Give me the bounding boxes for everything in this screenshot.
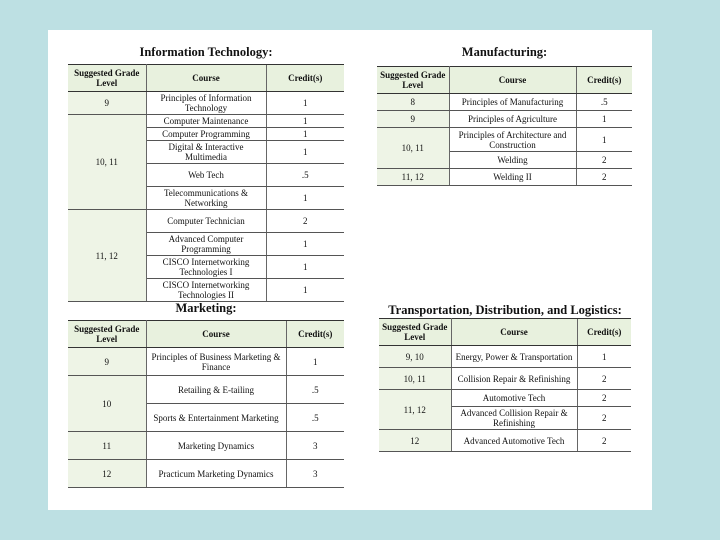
credit-cell: 3 [286,432,344,460]
course-cell: Sports & Entertainment Marketing [146,404,286,432]
section-manufacturing [377,44,632,186]
course-table [68,64,344,302]
credit-cell: 1 [286,348,344,376]
course-cell: Advanced Automotive Tech [451,430,577,452]
header-course: Course [449,67,576,94]
header-credits: Credit(s) [286,321,344,348]
grade-level-cell: 9 [68,348,146,376]
table-row [379,346,631,368]
grade-level-cell: 10 [68,376,146,432]
header-course: Course [451,319,577,346]
table-row [68,348,344,376]
grade-level-cell: 11, 12 [377,169,449,186]
credit-cell: 1 [266,233,344,256]
credit-cell: 1 [576,128,632,152]
course-cell: Welding [449,152,576,169]
table-row [379,390,631,407]
table-row [377,111,632,128]
grade-level-cell: 12 [379,430,451,452]
course-cell: Principles of Agriculture [449,111,576,128]
table-row [68,92,344,115]
course-cell: Advanced Computer Programming [146,233,266,256]
table-row [377,94,632,111]
grade-level-cell: 12 [68,460,146,488]
table-row [379,430,631,452]
credit-cell: 1 [266,141,344,164]
credit-cell: .5 [286,404,344,432]
table-row [68,460,344,488]
course-cell: Principles of Business Marketing & Finance [146,348,286,376]
course-cell: Collision Repair & Refinishing [451,368,577,390]
course-table [379,318,631,452]
table-row [377,128,632,152]
header-grade-level: Suggested Grade Level [379,319,451,346]
credit-cell: .5 [576,94,632,111]
course-cell: Telecommunications & Networking [146,187,266,210]
header-grade-level: Suggested Grade Level [377,67,449,94]
section-title: Manufacturing: [461,45,548,59]
grade-level-cell: 10, 11 [377,128,449,169]
grade-level-cell: 9 [377,111,449,128]
table-header-row [68,321,344,348]
credit-cell: 1 [266,256,344,279]
grade-level-cell: 11, 12 [379,390,451,430]
credit-cell: 2 [577,368,631,390]
credit-cell: 2 [576,152,632,169]
table-row [377,169,632,186]
grade-level-cell: 11, 12 [68,210,146,302]
header-grade-level: Suggested Grade Level [68,321,146,348]
credit-cell: 2 [576,169,632,186]
course-cell: Retailing & E-tailing [146,376,286,404]
section-title: Transportation, Distribution, and Logistics: [388,303,622,317]
header-credits: Credit(s) [577,319,631,346]
credit-cell: 1 [266,187,344,210]
header-credits: Credit(s) [576,67,632,94]
course-cell: Principles of Information Technology [146,92,266,115]
course-cell: Marketing Dynamics [146,432,286,460]
credit-cell: 1 [576,111,632,128]
course-cell: Computer Technician [146,210,266,233]
credit-cell: 1 [266,279,344,302]
grade-level-cell: 9, 10 [379,346,451,368]
course-cell: Principles of Manufacturing [449,94,576,111]
section-title: Marketing: [175,301,237,315]
table-header-row [377,67,632,94]
course-cell: CISCO Internetworking Technologies I [146,256,266,279]
credit-cell: 2 [266,210,344,233]
header-credits: Credit(s) [266,65,344,92]
credit-cell: 2 [577,407,631,430]
credit-cell: 1 [266,115,344,128]
section-transportation [379,302,631,452]
course-cell: CISCO Internetworking Technologies II [146,279,266,302]
course-table [377,66,632,186]
course-table [68,320,344,488]
course-cell: Principles of Architecture and Construction [449,128,576,152]
course-cell: Welding II [449,169,576,186]
section-information-technology [68,44,344,302]
table-row [68,210,344,233]
header-course: Course [146,65,266,92]
course-cell: Digital & Interactive Multimedia [146,141,266,164]
course-cell: Computer Maintenance [146,115,266,128]
table-header-row [379,319,631,346]
header-grade-level: Suggested Grade Level [68,65,146,92]
grade-level-cell: 10, 11 [379,368,451,390]
credit-cell: .5 [286,376,344,404]
header-course: Course [146,321,286,348]
grade-level-cell: 11 [68,432,146,460]
grade-level-cell: 10, 11 [68,115,146,210]
credit-cell: 1 [266,128,344,141]
grade-level-cell: 8 [377,94,449,111]
slide [48,30,652,510]
credit-cell: .5 [266,164,344,187]
course-cell: Web Tech [146,164,266,187]
table-row [68,115,344,128]
table-header-row [68,65,344,92]
course-cell: Computer Programming [146,128,266,141]
course-cell: Advanced Collision Repair & Refinishing [451,407,577,430]
course-cell: Automotive Tech [451,390,577,407]
course-cell: Energy, Power & Transportation [451,346,577,368]
credit-cell: 2 [577,430,631,452]
credit-cell: 1 [266,92,344,115]
section-title: Information Technology: [139,45,273,59]
credit-cell: 2 [577,390,631,407]
section-marketing [68,300,344,488]
table-row [68,376,344,404]
credit-cell: 3 [286,460,344,488]
credit-cell: 1 [577,346,631,368]
table-row [68,432,344,460]
table-row [379,368,631,390]
grade-level-cell: 9 [68,92,146,115]
course-cell: Practicum Marketing Dynamics [146,460,286,488]
